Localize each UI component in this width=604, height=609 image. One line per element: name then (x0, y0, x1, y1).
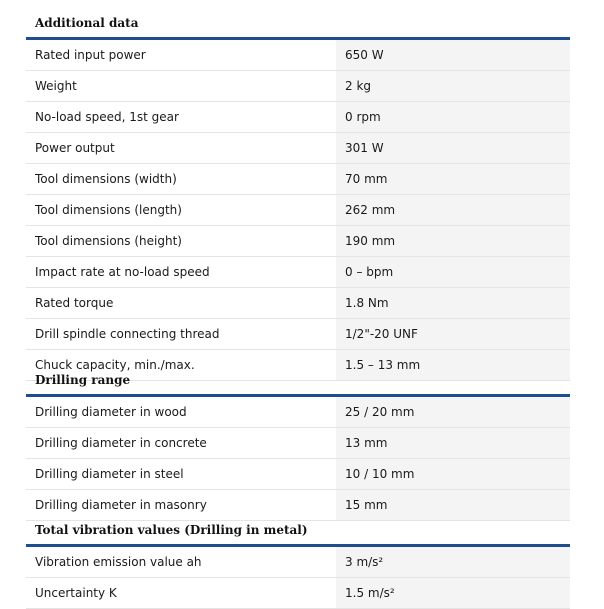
section-title: Additional data (35, 16, 139, 30)
table-row (26, 397, 570, 428)
row-label: Tool dimensions (width) (26, 164, 336, 194)
table-row (26, 102, 570, 133)
row-label: Drilling diameter in wood (26, 397, 336, 427)
row-value: 10 / 10 mm (336, 459, 570, 489)
table-row (26, 319, 570, 350)
table-row (26, 195, 570, 226)
row-value: 0 rpm (336, 102, 570, 132)
row-value: 1.8 Nm (336, 288, 570, 318)
row-value: 1.5 – 13 mm (336, 350, 570, 380)
row-label: Drilling diameter in masonry (26, 490, 336, 520)
row-label: Vibration emission value ah (26, 547, 336, 577)
row-label: Chuck capacity, min./max. (26, 350, 336, 380)
row-value: 1.5 m/s² (336, 578, 570, 608)
table-row (26, 164, 570, 195)
row-label: Weight (26, 71, 336, 101)
row-value: 190 mm (336, 226, 570, 256)
row-label: Drill spindle connecting thread (26, 319, 336, 349)
table-row (26, 71, 570, 102)
row-label: Tool dimensions (height) (26, 226, 336, 256)
row-value: 13 mm (336, 428, 570, 458)
section-title: Total vibration values (Drilling in metal) (35, 523, 308, 537)
row-label: Power output (26, 133, 336, 163)
row-value: 25 / 20 mm (336, 397, 570, 427)
spec-table (26, 397, 570, 513)
row-value: 3 m/s² (336, 547, 570, 577)
row-label: Rated input power (26, 40, 336, 70)
row-label: Impact rate at no-load speed (26, 257, 336, 287)
row-value: 0 – bpm (336, 257, 570, 287)
row-value: 1/2"-20 UNF (336, 319, 570, 349)
table-row (26, 547, 570, 578)
table-row (26, 428, 570, 459)
row-label: Rated torque (26, 288, 336, 318)
row-value: 15 mm (336, 490, 570, 520)
row-value: 301 W (336, 133, 570, 163)
table-row (26, 459, 570, 490)
row-value: 262 mm (336, 195, 570, 225)
row-label: Drilling diameter in steel (26, 459, 336, 489)
section-title: Drilling range (35, 373, 131, 387)
table-row (26, 578, 570, 609)
row-label: Tool dimensions (length) (26, 195, 336, 225)
row-label: No-load speed, 1st gear (26, 102, 336, 132)
table-row (26, 257, 570, 288)
row-label: Uncertainty K (26, 578, 336, 608)
table-row (26, 226, 570, 257)
table-row (26, 40, 570, 71)
row-value: 650 W (336, 40, 570, 70)
table-row (26, 133, 570, 164)
table-row (26, 490, 570, 521)
row-value: 2 kg (336, 71, 570, 101)
spec-table (26, 40, 570, 372)
row-value: 70 mm (336, 164, 570, 194)
table-row (26, 288, 570, 319)
row-label: Drilling diameter in concrete (26, 428, 336, 458)
spec-table (26, 547, 570, 604)
